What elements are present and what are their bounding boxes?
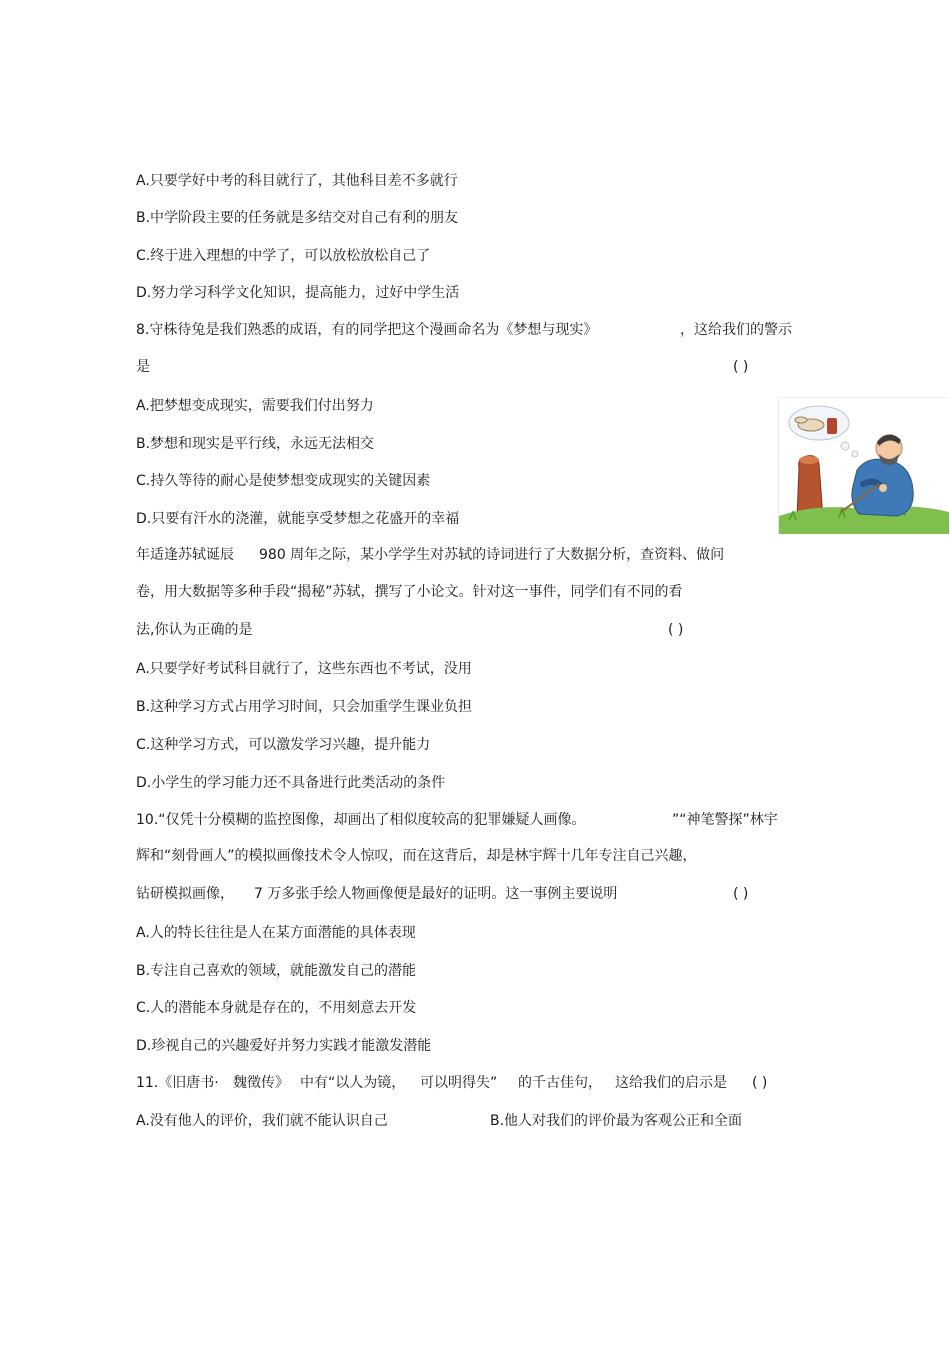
q11-stem-part1: 11.《旧唐书· [136, 1075, 219, 1091]
q8-option-b: B.梦想和现实是平行线，永远无法相交 [136, 436, 375, 452]
q11-stem-part4: 可以明得失” [420, 1075, 498, 1091]
q11-stem-part5: 的千古佳句， [518, 1075, 602, 1091]
q8-answer-paren: ( ) [733, 359, 749, 375]
q9-stem-line3: 法,你认为正确的是 [136, 622, 253, 638]
cartoon-illustration [779, 398, 949, 534]
q10-stem-line3-cont: 7 万多张手绘人物画像便是最好的证明。这一事例主要说明 [254, 886, 618, 902]
q9-stem-line2: 卷，用大数据等多种手段“揭秘”苏轼，撰写了小论文。针对这一事件，同学们有不同的看 [136, 584, 683, 600]
q10-answer-paren: ( ) [733, 886, 749, 902]
q8-option-a: A.把梦想变成现实，需要我们付出努力 [136, 398, 374, 414]
q10-option-b: B.专注自己喜欢的领域，就能激发自己的潜能 [136, 963, 417, 979]
q10-stem-line1-end: ”“神笔警探”林宇 [672, 812, 778, 828]
q11-option-b: B.他人对我们的评价最为客观公正和全面 [490, 1113, 743, 1129]
q10-option-a: A.人的特长往往是人在某方面潜能的具体表现 [136, 925, 416, 941]
q8-stem-line1-end: ，这给我们的警示 [680, 322, 792, 338]
q9-option-b: B.这种学习方式占用学习时间，只会加重学生课业负担 [136, 699, 473, 715]
q9-option-a: A.只要学好考试科目就行了，这些东西也不考试，没用 [136, 661, 472, 677]
q7-option-c: C.终于进入理想的中学了，可以放松放松自己了 [136, 248, 431, 264]
q7-option-d: D.努力学习科学文化知识，提高能力，过好中学生活 [136, 285, 460, 301]
q10-option-c: C.人的潜能本身就是存在的，不用刻意去开发 [136, 1000, 417, 1016]
q10-stem-line3: 钻研模拟画像， [136, 886, 234, 902]
q8-stem-line1: 8.守株待兔是我们熟悉的成语，有的同学把这个漫画命名为《梦想与现实》 [136, 322, 598, 338]
q9-option-d: D.小学生的学习能力还不具备进行此类活动的条件 [136, 775, 446, 791]
q10-stem-line1: 10.“仅凭十分模糊的监控图像，却画出了相似度较高的犯罪嫌疑人画像。 [136, 812, 586, 828]
q9-option-c: C.这种学习方式，可以激发学习兴趣，提升能力 [136, 737, 431, 753]
q11-option-a: A.没有他人的评价，我们就不能认识自己 [136, 1113, 388, 1129]
cartoon-farmer-waiting-by-stump-icon [778, 397, 949, 534]
q11-answer-paren: ( ) [752, 1075, 768, 1091]
q8-option-c: C.持久等待的耐心是使梦想变成现实的关键因素 [136, 473, 431, 489]
q8-stem-line2: 是 [136, 359, 150, 375]
q11-stem-part2: 魏徵传》 [233, 1075, 289, 1091]
q7-option-a: A.只要学好中考的科目就行了，其他科目差不多就行 [136, 173, 458, 189]
q10-stem-line2: 辉和“刻骨画人”的模拟画像技术令人惊叹，而在这背后，却是林宇辉十几年专注自己兴趣， [136, 848, 697, 864]
q8-option-d: D.只要有汗水的浇灌，就能享受梦想之花盛开的幸福 [136, 511, 460, 527]
q11-stem-part6: 这给我们的启示是 [615, 1075, 727, 1091]
q9-stem-line1: 年适逢苏轼诞辰 [136, 547, 234, 563]
q10-option-d: D.珍视自己的兴趣爱好并努力实践才能激发潜能 [136, 1038, 432, 1054]
q7-option-b: B.中学阶段主要的任务就是多结交对自己有利的朋友 [136, 210, 459, 226]
q9-answer-paren: ( ) [668, 622, 684, 638]
q11-stem-part3: 中有“以人为镜， [300, 1075, 406, 1091]
q9-stem-line1-cont: 980 周年之际，某小学学生对苏轼的诗词进行了大数据分析，查资料、做问 [259, 547, 725, 563]
